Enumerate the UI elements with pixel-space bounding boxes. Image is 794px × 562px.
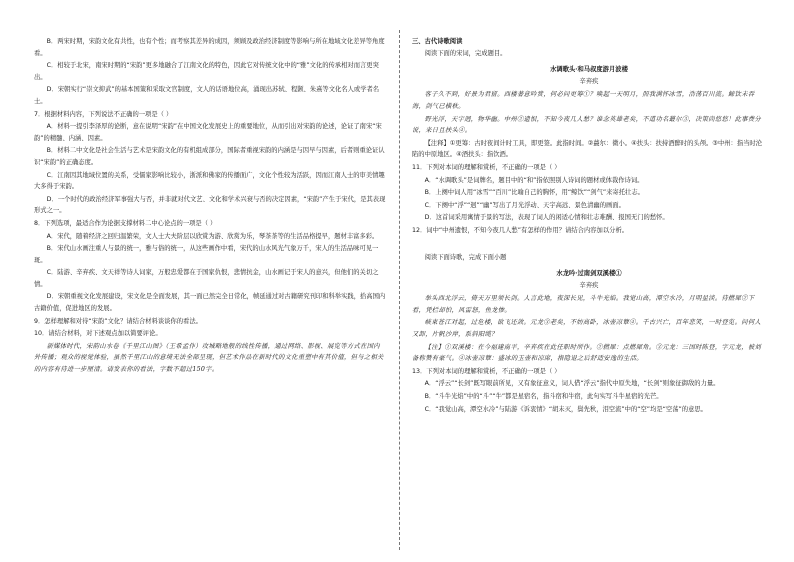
poem1-title: 水调歌头·和马叔度游月波楼	[550, 66, 628, 74]
question-text: 7．根据材料内容，下列说法不正确的一项是（ ）	[34, 110, 173, 118]
q11-option: A．“水调歌头”是词牌名，题目中的“和”指依照别人诗词的题材或体裁作诗词。	[424, 176, 644, 184]
poem2-author: 辛弃疾	[579, 281, 599, 289]
q13-option: C．“我觉山高，潭空水冷”与陆游《诉衷情》“胡未灭，鬓先秋，泪空流”中的“空”均是“空荡”的意思。	[424, 405, 707, 413]
section-heading: 三、古代诗歌阅读	[412, 38, 463, 45]
left-column	[34, 36, 386, 377]
question-text: 9．怎样理解和对待“宋韵”文化？请结合材料谈谈你的看法。	[34, 317, 202, 325]
poem2-stanza: 峡束苍江对起，过危楼，欲飞还敛。元龙③老矣，不妨高卧，冰壶凉簟④。千古兴亡，百年悲笑，一时登览。问何人又卸，片帆沙岸，系斜阳缆？	[412, 319, 762, 339]
q11-option: C．下阕中“浮”“迥”“幽”写出了月光浮动、天宇高远、景色清幽的画面。	[424, 201, 625, 209]
question-13: 13．下列对本词的理解和赏析，不正确的一项是（ ）	[412, 367, 561, 375]
answer-option: D．宋朝重视文化发展建设，宋文化是全面发展，其一面已然完全日常化，帧延通过对古籍研究刊印和科举实践，拾高国内古籍价值，促进地区的发展。	[34, 293, 386, 313]
q13-option: A．“浮云”“长剑”既写眼前所见，又有象征意义，词人借“浮云”指代中原失地，“长剑”则象征御敌的力量。	[424, 380, 720, 388]
q11-option: D．这首词采用寓情于景的写法，表现了词人的闲适心情和壮志难酬、报国无门的愁怀。	[424, 214, 669, 222]
answer-option: D．一个时代的政治经济军事强大与否，并非就对代文艺、文化和学术兴衰与否的决定因素，“宋韵”产生于宋代，是其表现形式之一。	[34, 195, 386, 215]
poem1-stanza: 客子久不到，好景为君留。西楼著意吟赏，何必问更筹①？唤起一天明月，照我满怀冰雪，浩荡百川流。鲸饮未吞海，剑气已横秋。	[412, 91, 755, 110]
answer-option: B．两宋时期，宋韵文化有共性，也有个性；而考察其差异的成因，须顾及政治经济制度等影响与所在地域文化差异等角度看。	[34, 38, 385, 57]
poem1-author: 辛弃疾	[579, 77, 599, 85]
answer-option: B．宋代山水画注重人与景的统一，雅与俗的统一，从这些画作中看，宋代的山水风光气象万千，宋人的生活品味可见一斑。	[34, 245, 379, 264]
answer-option: D．宋朝实行“崇文抑武”的基本国策和采取文官制度，文人的话语地位高，涌现出苏轼、程颢、朱熹等文化名人或学者名士。	[34, 86, 380, 105]
question-text: 10．请结合材料，对下述观点加以简要评论。	[34, 330, 162, 338]
poem2-stanza: 举头西北浮云，倚天万里须长剑。人言此地，夜深长见，斗牛光焰。我觉山高，潭空水冷，月明星淡。待燃犀②下看，凭栏却怕，风雷怒，鱼龙惨。	[412, 295, 755, 314]
question-11: 11．下列对本词的理解和赏析，不正确的一项是（ ）	[412, 163, 561, 171]
column-divider	[399, 30, 400, 550]
answer-option: C．江南因其地域位置的关系，受儒家影响比较小，浙派和佛家的传播面广，文化个性较为活跃，因而江南人士的审美情趣大多得于宋韵。	[34, 171, 385, 191]
poem1-intro: 阅读下面的宋词，完成题目。	[424, 49, 507, 57]
q13-option: B．“斗牛光焰”中的“斗”“牛”都是星宿名，指斗宿和牛宿，此句实写斗牛星宿的光芒。	[424, 393, 663, 401]
answer-option: A．材料一提引李泽厚的论断，意在说明“宋韵”在中国文化发展史上的重要地位，从而引出对宋韵的论述，论证了南宋“宋韵”的精髓、内涵、因素。	[34, 123, 382, 142]
poem2-title: 水龙吟·过南剑双溪楼①	[556, 270, 622, 278]
right-column	[412, 36, 766, 416]
answer-option: C．陆游、辛弃疾、文天祥等诗人词家，万般忠爱都在于国家仇恨，悲情抗金，山水画记于宋人的意兴，但他们的关切之情。	[34, 269, 379, 288]
answer-option: C．相较于北宋，南宋时期的“宋韵”更多地融合了江南文化的特色，因此它对传统文化中的“雅”文化的传承相对而言更突出。	[34, 62, 379, 81]
poem1-stanza: 野光浮，天宇迥，物华幽。中州②遗恨，不知今夜几人愁？谁念英雄老矣，不道功名蕞尔③，决策尚悠悠！此事费分说，来日且扶头④。	[412, 115, 762, 135]
q11-option: B．上阕中词人用“冰雪”“百川”比喻自己的胸怀，用“鲸饮”“剑气”来寄托壮志。	[424, 189, 644, 197]
answer-option: B．材料二中文化是社会生活与艺术是宋韵文化的有机组成部分，国际者重视宋韵的内涵是与因早与因素，后者则重论证认识“宋韵”的正确态度。	[34, 147, 385, 166]
answer-option: A．宋代，随着经济之回归温繁荣，文人士大夫阶层以欣赏为游、欣赏为乐，琴茶茶等的生活品格提早，题材丰富多彩。	[46, 232, 379, 240]
question-text: 8．下列选项，最适合作为论据支撑材料二中心论点的一项是（ ）	[34, 219, 217, 227]
question-text: 新媒体时代，宋韵山水卷《千里江山图》（王希孟作）攻城略地般的线性传播，通过网络、影视、展览等方式在国内外传播；观众的视觉体验，虽然千里江山的意境无法全部呈现，但艺术作品在新时代的文化重塑中有其价值，但与之相关的内容有待进一步厘清。请发表你的看法，字数不超过150字。	[34, 342, 384, 374]
poem2-note: 【注】①双溪楼：在今福建南平，辛弃疾在此任职时所作。②燃犀：点燃犀角。③元龙：三国时陈登，字元龙，被刘备称赞有豪气。④冰壶凉簟：盛冰的玉壶和凉席，指隐退之后舒适安逸的生活。	[412, 343, 762, 363]
poem1-note: 【注释】①更筹：古时夜间计时工具，即更签。此指时间。②蕞尔：微小。④扶头：扶持酒醉时的头颅。③中州：指当时沦陷的中原地区。④酒扶头：指饮酒。	[412, 139, 763, 159]
question-12: 12．词中“中州遗恨，不知今夜几人愁”有怎样的作用？请结合内容加以分析。	[412, 226, 629, 234]
poem2-intro: 阅读下面诗歌，完成下面小题	[424, 253, 507, 261]
